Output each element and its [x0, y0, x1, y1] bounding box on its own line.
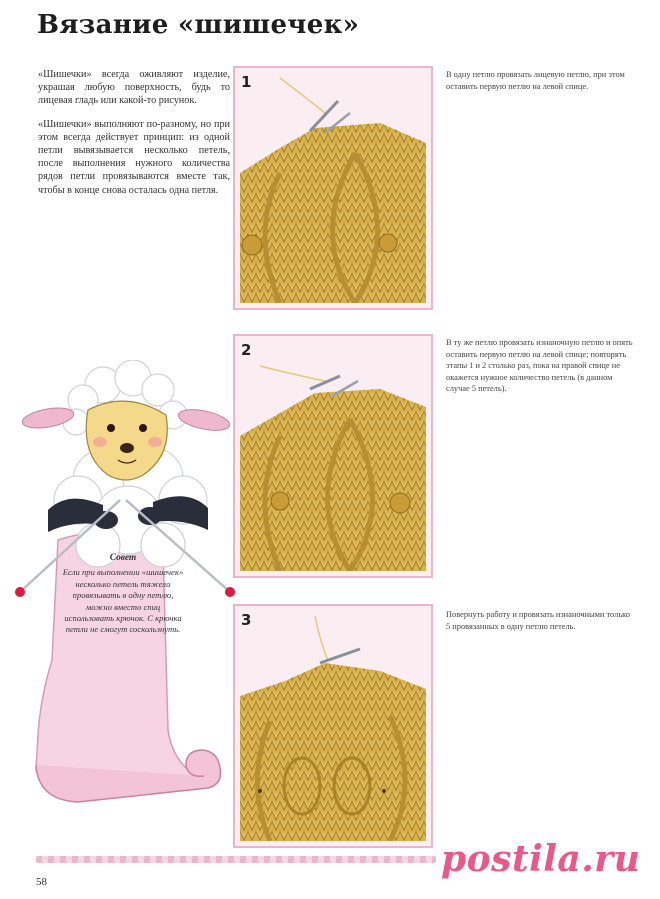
intro-paragraph-1: «Шишечки» всегда оживляют изделие, украшая любую поверхность, будь то лицевая гладь или какой-то рисунок.	[38, 69, 230, 107]
knitting-photo-1	[240, 73, 426, 303]
step-3-text: Повернуть работу и провязать изнаночными только 5 провязанных в одну петлю петель.	[446, 610, 630, 631]
step-1-text: В одну петлю провязать лицевую петлю, при этом оставить первую петлю на левой спице.	[446, 70, 625, 91]
page-title: Вязание «шишечек»	[37, 10, 360, 40]
step-1-number: 1	[241, 73, 252, 91]
step-3-number: 3	[241, 611, 252, 629]
step-2-photo	[233, 334, 433, 578]
watermark: postila.ru	[441, 838, 641, 880]
knitting-photo-2	[240, 341, 426, 571]
intro-text	[38, 68, 230, 207]
page-number: 58	[36, 876, 47, 888]
tip-box	[62, 553, 184, 636]
step-3-photo	[233, 604, 433, 848]
step-1-photo	[233, 66, 433, 310]
step-2-text: В ту же петлю провязать изнаночную петлю и опять оставить первую петлю на левой спице; повторять этапы 1 и 2 столько раз, пока на правой спице не окажется нужное количество петель (в данном случае 5 петель).	[446, 338, 633, 393]
knitting-photo-3	[240, 611, 426, 841]
tip-body: Если при выполнении «шишечек» несколько петель тяжело провязывать в одну петлю, можно вместо спиц использовать крючок. С крючка петли не смогут соскользнуть.	[62, 567, 184, 635]
tip-heading: Совет	[109, 553, 137, 563]
footer-divider	[36, 856, 436, 863]
step-2-number: 2	[241, 341, 252, 359]
intro-paragraph-2: «Шишечки» выполняют по-разному, но при этом всегда действует принцип: из одной петли вывязывается несколько петель, после выполнения нужного количества рядов петли провязываются вместе так, чтобы в конце снова осталась одна петля.	[38, 118, 230, 196]
